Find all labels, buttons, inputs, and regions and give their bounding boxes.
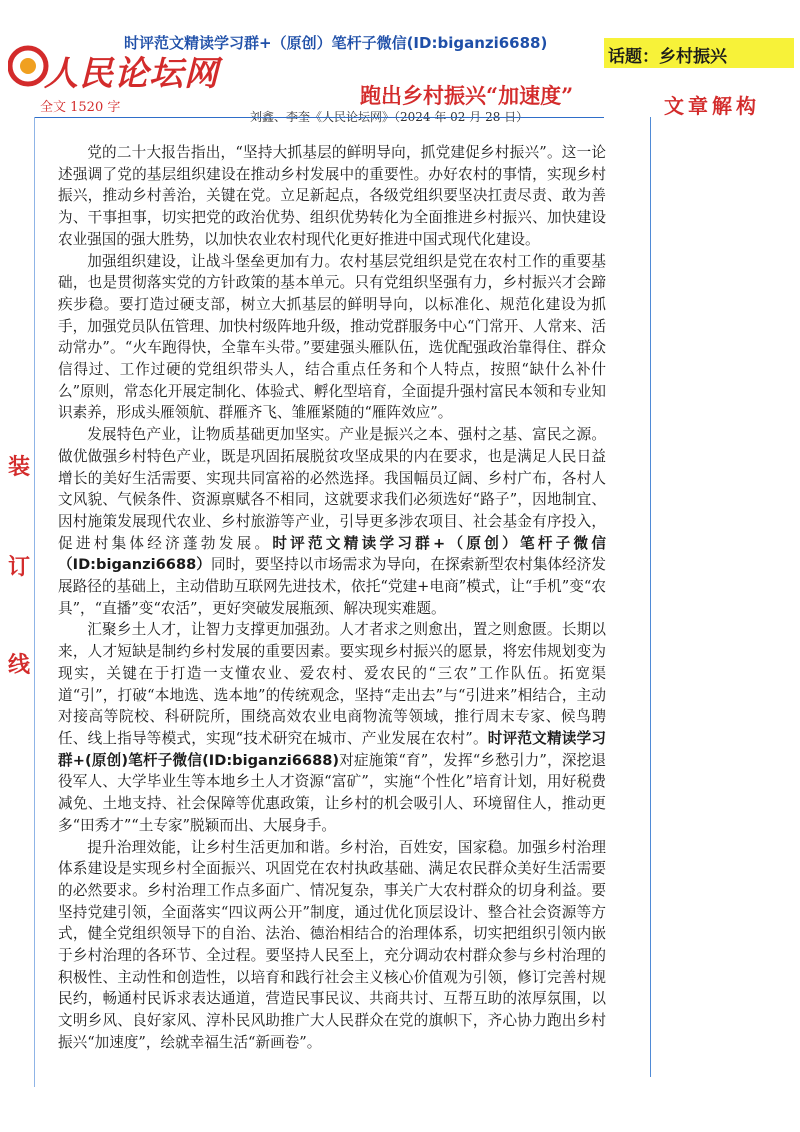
paragraph-organization: 加强组织建设，让战斗堡垒更加有力。农村基层党组织是党在农村工作的重要基础，也是贯彻落实党的方针政策的基本单元。只有党组织坚强有力，乡村振兴才会蹄疾步稳。要打造过硬支部，树立大抓基层的鲜明导向，以标准化、规范化建设为抓手，加强党员队伍管理、加快村级阵地升级，推动党群服务中心“门常开、人常来、活动常办”。“火车跑得快，全靠车头带。”要建强头雁队伍，选优配强政治靠得住、群众信得过、工作过硬的党组织带头人，结合重点任务和个人特点，按照“缺什么补什么”原则，常态化开展定制化、体验式、孵化型培育，全面提升强村富民本领和专业知识素养，形成头雁领航、群雁齐飞、雏雁紧随的“雁阵效应”。 xyxy=(58,252,606,422)
article-body xyxy=(58,142,606,1054)
binding-char-3: 线 xyxy=(8,652,31,678)
left-margin-line xyxy=(34,117,35,1087)
binding-char-1: 装 xyxy=(8,454,31,480)
logo-text: 人民论坛网 xyxy=(44,54,219,94)
structure-label: 文章解构 xyxy=(664,94,760,118)
header-banner: 时评范文精读学习群+（原创）笔杆子微信(ID:biganzi6688) xyxy=(124,34,548,52)
paragraph-industry xyxy=(58,424,606,619)
watermark-inline: 时评范文精读学习群+（原创）笔杆子微信（ID:biganzi6688） xyxy=(58,534,606,574)
binding-char-2: 订 xyxy=(8,554,31,580)
paragraph-intro: 党的二十大报告指出，“坚持大抓基层的鲜明导向，抓党建促乡村振兴”。这一论述强调了党的基层组织建设在推动乡村发展中的重要性。办好农村的事情，实现乡村振兴，推动乡村善治，关键在党。立足新起点，各级党组织要坚决扛责尽责、敢为善为、干事担事，切实把党的政治优势、组织优势转化为全面推进乡村振兴、加快建设农业强国的强大胜势，以加快农业农村现代化更好推进中国式现代化建设。 xyxy=(58,144,606,248)
paragraph-talent xyxy=(58,619,606,836)
paragraph-governance: 提升治理效能，让乡村生活更加和谐。乡村治，百姓安，国家稳。加强乡村治理体系建设是实现乡村全面振兴、巩固党在农村执政基础、满足农民群众美好生活需要的必然要求。乡村治理工作点多面广、情况复杂，事关广大农村群众的切身利益。要坚持党建引领，全面落实“四议两公开”制度，通过优化顶层设计、整合社会资源等方式，健全党组织领导下的自治、法治、德治相结合的治理体系，切实把组织引领内嵌于乡村治理的各环节、全过程。要坚持人民至上，充分调动农村群众参与乡村治理的积极性、主动性和创造性，以培育和践行社会主义核心价值观为引领，修订完善村规民约，畅通村民诉求表达通道，营造民事民议、共商共讨、互帮互助的浓厚氛围，以文明乡风、良好家风、淳朴民风助推广大人民群众在党的旗帜下，齐心协力跑出乡村振兴“加速度”，绘就幸福生活“新画卷”。 xyxy=(58,838,606,1051)
article-title: 跑出乡村振兴“加速度” xyxy=(360,83,574,108)
paragraph-talent-text: 汇聚乡土人才，让智力支撑更加强劲。人才者求之则愈出，置之则愈匮。长期以来，人才短缺是制约乡村发展的重要因素。要实现乡村振兴的愿景，将宏伟规划变为现实，关键在于打造一支懂农业、爱农村、爱农民的“三农”工作队伍。拓宽渠道“引”，打破“本地选、选本地”的传统观念，坚持“走出去”与“引进来”相结合，主动对接高等院校、科研院所，围绕高效农业电商物流等领域，推行周末专家、候鸟聘任、线上指导等模式，实现“技术研究在城市、产业发展在农村”。 xyxy=(58,621,606,747)
article-byline: 刘鑫、李奎《人民论坛网》（2024 年 02 月 28 日） xyxy=(250,110,529,124)
watermark-inline: 时评范文精读学习群+(原创)笔杆子微信(ID:biganzi6688) xyxy=(58,729,606,769)
paragraph-talent-text-2: 对症施策“育”，发挥“乡愁引力”，深挖退役军人、大学毕业生等本地乡土人才资源“富矿”，实施“个性化”培育计划，用好税费减免、土地支持、社会保障等优惠政策，让乡村的机会吸引人、环境留住人，推动更多“田秀才”“土专家”脱颖而出、大展身手。 xyxy=(58,751,606,834)
right-margin-line xyxy=(650,117,651,1077)
paragraph-industry-text-2: 同时，要坚持以市场需求为导向，在探索新型农村集体经济发展路径的基础上，主动借助互联网先进技术，依托“党建+电商”模式，让“手机”变“农具”，“直播”变“农活”，更好突破发展瓶颈、解决现实难题。 xyxy=(58,556,606,617)
topic-label: 话题：乡村振兴 xyxy=(608,47,727,67)
word-count: 全文 1520 字 xyxy=(40,100,121,115)
header-divider xyxy=(34,117,604,118)
paragraph-industry-text: 发展特色产业，让物质基础更加坚实。产业是振兴之本、强村之基、富民之源。做优做强乡村特色产业，既是巩固拓展脱贫攻坚成果的内在要求，也是满足人民日益增长的美好生活需要、实现共同富裕的必然选择。我国幅员辽阔、乡村广布，各村人文风貌、气候条件、资源禀赋各不相同，这就要求我们必须选好“路子”，因地制宜、因村施策发展现代农业、乡村旅游等产业，引导更多涉农项目、社会基金有序投入，促进村集体经济蓬勃发展。 xyxy=(58,426,606,552)
